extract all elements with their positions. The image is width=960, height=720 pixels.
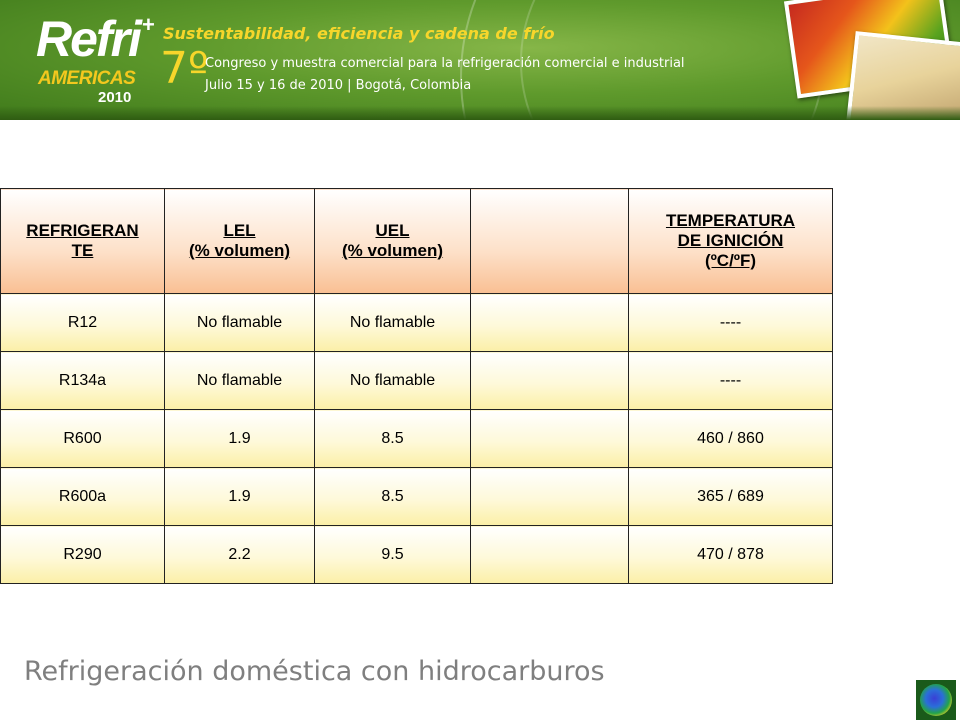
- table-header-row: [1, 189, 833, 294]
- logo-plus: +: [142, 12, 155, 37]
- table-cell: ----: [629, 352, 833, 410]
- table-cell: [471, 526, 629, 584]
- table-cell: R12: [1, 294, 165, 352]
- table-cell: [471, 410, 629, 468]
- table-row: [1, 294, 833, 352]
- table-cell: ----: [629, 294, 833, 352]
- date-line: Julio 15 y 16 de 2010 | Bogotá, Colombia: [205, 78, 472, 93]
- banner-tagline: Sustentabilidad, eficiencia y cadena de frío: [163, 24, 555, 43]
- table-cell: No flamable: [165, 352, 315, 410]
- table-cell: [471, 352, 629, 410]
- congress-line: Congreso y muestra comercial para la refrigeración comercial e industrial: [205, 56, 685, 71]
- table-row: [1, 526, 833, 584]
- edition-number: 7º: [160, 43, 209, 94]
- table-cell: 365 / 689: [629, 468, 833, 526]
- slide-title: Refrigeración doméstica con hidrocarburos: [24, 656, 605, 687]
- table-cell: No flamable: [165, 294, 315, 352]
- table-cell: [471, 294, 629, 352]
- table-cell: No flamable: [315, 294, 471, 352]
- table-cell: 2.2: [165, 526, 315, 584]
- corner-earth-logo: [916, 680, 956, 720]
- logo-word: Refri: [36, 11, 140, 67]
- table-cell: No flamable: [315, 352, 471, 410]
- header-ignition-temp: TEMPERATURA DE IGNICIÓN (ºC/ºF): [629, 189, 833, 294]
- table-row: [1, 352, 833, 410]
- table-cell: [471, 468, 629, 526]
- table-row: [1, 410, 833, 468]
- refrigerant-table: [0, 188, 833, 584]
- table-cell: 9.5: [315, 526, 471, 584]
- table-row: [1, 468, 833, 526]
- header-empty: [471, 189, 629, 294]
- table-cell: R134a: [1, 352, 165, 410]
- table-cell: R290: [1, 526, 165, 584]
- table-cell: 1.9: [165, 410, 315, 468]
- table-cell: 1.9: [165, 468, 315, 526]
- header-lel: LEL (% volumen): [165, 189, 315, 294]
- logo-sub: AMERICAS: [38, 68, 136, 89]
- table-cell: R600: [1, 410, 165, 468]
- logo-year: 2010: [98, 89, 132, 106]
- refri-americas-logo: [30, 6, 155, 111]
- table-cell: 460 / 860: [629, 410, 833, 468]
- table-cell: 8.5: [315, 410, 471, 468]
- table-cell: 8.5: [315, 468, 471, 526]
- earth-icon: [920, 684, 952, 716]
- header-refrigerante: REFRIGERAN TE: [1, 189, 165, 294]
- header-uel: UEL (% volumen): [315, 189, 471, 294]
- header-banner: [0, 0, 960, 120]
- table-cell: 470 / 878: [629, 526, 833, 584]
- table-cell: R600a: [1, 468, 165, 526]
